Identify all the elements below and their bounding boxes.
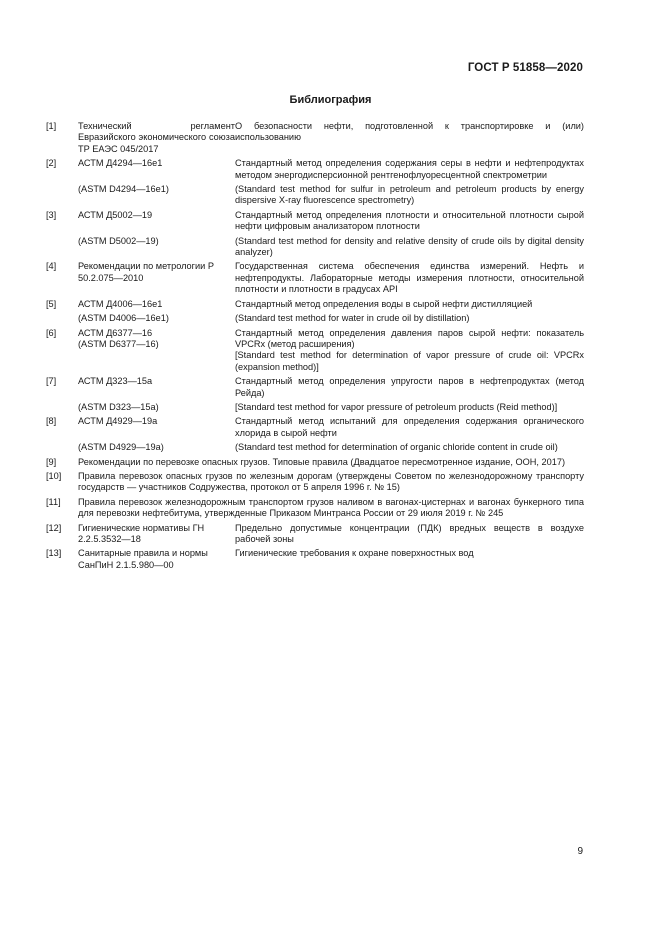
entry-number: [7] [46,376,57,387]
entry-row [78,523,584,546]
entry-title: [Standard test method for vapor pressure of petroleum products (Reid method)] [235,401,558,412]
bibliography-entry [46,158,584,207]
entry-body [78,158,584,207]
bibliography-entry [46,210,584,259]
entry-number: [13] [46,548,62,559]
bibliography-entry [46,261,584,295]
entry-body [78,457,584,468]
entry-body [78,299,584,325]
entry-designation: АСТМ Д4006—16е1 [78,298,163,309]
page-title: Библиография [289,94,372,106]
entry-title: Стандартный метод определения воды в сырой нефти дистилляцией [235,298,533,309]
entry-number: [9] [46,456,57,467]
bibliography-list [46,121,584,574]
entry-title: (Standard test method for determination of organic chloride content in crude oil) [235,442,558,453]
entry-designation: АСТМ Д5002—19 [78,209,153,220]
entry-designation: АСТМ Д6377—16 (ASTM D6377—16) [78,327,159,349]
entry-full-text: Правила перевозок железнодорожным транспортом грузов наливом в вагонах-цистернах и вагонах бункерного типа для перевозки нефтебитума, утвержденные Приказом Минтранса России от 29 июля 2019 г. № 245 [78,496,584,519]
entry-title: Предельно допустимые концентрации (ПДК) вредных веществ в воздухе рабочей зоны [235,522,584,544]
standard-header: ГОСТ Р 51858—2020 [467,62,583,74]
entry-designation: АСТМ Д323—15а [78,376,153,387]
entry-body [78,376,584,413]
entry-number: [11] [46,496,61,507]
entry-row [78,328,584,374]
bibliography-entry [46,328,584,374]
entry-row [78,416,584,439]
entry-title: Гигиенические требования к охране поверхностных вод [235,548,474,559]
bibliography-entry [46,121,584,155]
entry-full-text: Рекомендации по перевозке опасных грузов. Типовые правила (Двадцатое пересмотренное издание, ООН, 2017) [78,456,566,467]
entry-body [78,210,584,259]
entry-row [78,299,584,310]
entry-title: (Standard test method for sulfur in petroleum and petroleum products by energy dispersive X-ray fluorescence spectrometry) [235,184,584,206]
entry-designation: АСТМ Д4929—19а [78,416,158,427]
entry-body [78,328,584,374]
entry-designation: АСТМ Д4294—16е1 [78,158,163,169]
entry-number: [2] [46,158,57,169]
entry-title: Стандартный метод определения давления паров сырой нефти: показатель VPCRx (метод расширения) [Standard test method for determination of vapor pressure of crude oil: VPCRx (expansion method)] [235,327,584,372]
entry-full-text: Правила перевозок опасных грузов по железным дорогам (утверждены Советом по железнодорожному транспорту государств — участников Содружества, протокол от 5 апреля 1996 г. № 15) [78,470,584,493]
entry-body [78,121,584,155]
entry-number: [4] [46,261,57,272]
bibliography-entry [46,523,584,546]
entry-title: Стандартный метод испытаний для определения содержания органического хлорида в сырой нефти [235,416,584,438]
entry-row [78,376,584,399]
entry-row [78,121,584,155]
entry-body [78,497,584,520]
entry-row [78,402,584,413]
entry-title: Государственная система обеспечения единства измерений. Нефть и нефтепродукты. Лабораторные методы измерения плотности, относительной плотности и плотности в градусах API [235,261,584,295]
entry-designation: Технический регламент Евразийского экономического союза ТР ЕАЭС 045/2017 [78,121,235,154]
entry-designation: Гигиенические нормативы ГН 2.2.5.3532—18 [78,522,205,544]
entry-number: [5] [46,298,57,309]
entry-row [78,184,584,207]
entry-title: Стандартный метод определения плотности и относительной плотности сырой нефти цифровым анализатором плотности [235,209,584,232]
entry-designation: (ASTM D5002—19) [78,235,159,246]
entry-designation: Рекомендации по метрологии Р 50.2.075—2010 [78,261,214,283]
entry-designation: (ASTM D4929—19a) [78,442,164,453]
entry-designation: (ASTM D323—15a) [78,401,159,412]
entry-body [78,261,584,295]
entry-body [78,548,584,571]
entry-title: О безопасности нефти, подготовленной к транспортировке и (или) использованию [235,121,584,143]
entry-body [78,471,584,494]
bibliography-entry [46,416,584,453]
entry-body [78,523,584,546]
entry-number: [12] [46,522,62,533]
entry-row [78,313,584,324]
page-number: 9 [577,846,583,857]
entry-designation: (ASTM D4006—16e1) [78,313,169,324]
entry-row [78,442,584,453]
entry-number: [6] [46,327,57,338]
entry-title: Стандартный метод определения содержания серы в нефти и нефтепродуктах методом энергодисперсионной рентгенофлуоресцентной спектрометрии [235,158,584,180]
entry-row [78,210,584,233]
bibliography-entry [46,457,584,468]
entry-designation: Санитарные правила и нормы СанПиН 2.1.5.980—00 [78,548,208,570]
bibliography-entry [46,299,584,325]
entry-body [78,416,584,453]
entry-title: Стандартный метод определения упругости паров в нефтепродуктах (метод Рейда) [235,376,584,398]
entry-number: [10] [46,470,62,481]
entry-number: [3] [46,209,57,220]
entry-title: (Standard test method for density and relative density of crude oils by digital density analyzer) [235,235,584,258]
entry-row [78,548,584,571]
entry-row [78,236,584,259]
entry-row [78,158,584,181]
entry-row [78,261,584,295]
bibliography-entry [46,548,584,571]
entry-number: [1] [46,121,57,131]
entry-number: [8] [46,416,57,427]
entry-designation: (ASTM D4294—16e1) [78,184,169,195]
bibliography-entry [46,497,584,520]
bibliography-entry [46,376,584,413]
bibliography-entry [46,471,584,494]
entry-title: (Standard test method for water in crude oil by distillation) [235,313,470,324]
